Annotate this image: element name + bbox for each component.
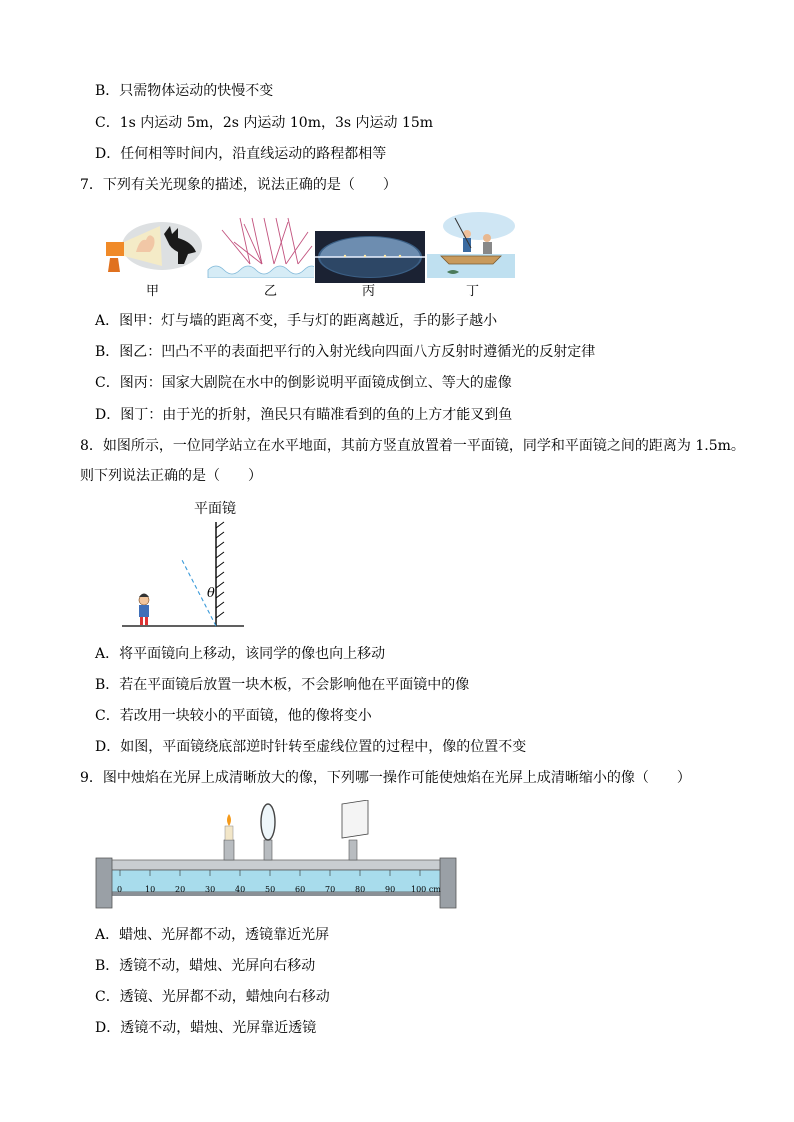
figure-ding-fisherman [427, 212, 515, 278]
q8-option-a: A．将平面镜向上移动，该同学的像也向上移动 [95, 646, 386, 662]
figure-yi-diffuse-reflection [204, 216, 314, 278]
q9-option-a: A．蜡烛、光屏都不动，透镜靠近光屏 [95, 927, 330, 943]
q9-option-b: B．透镜不动，蜡烛、光屏向右移动 [95, 958, 316, 974]
q8-option-b: B．若在平面镜后放置一块木板，不会影响他在平面镜中的像 [95, 677, 470, 693]
ruler-tick-label: 80 [355, 885, 366, 894]
q8-option-d: D．如图，平面镜绕底部逆时针转至虚线位置的过程中，像的位置不变 [95, 739, 527, 755]
mirror-label: 平面镜 [194, 501, 236, 517]
q6-option-c: C．1s 内运动 5m，2s 内运动 10m，3s 内运动 15m [95, 115, 434, 131]
ruler-tick-label: 10 [145, 885, 156, 894]
q9-stem: 9．图中烛焰在光屏上成清晰放大的像，下列哪一操作可能使烛焰在光屏上成清晰缩小的像（ ） [80, 770, 691, 786]
q9-option-d: D．透镜不动，蜡烛、光屏靠近透镜 [95, 1020, 317, 1036]
figure-jia-shadow [100, 222, 202, 278]
ruler-tick-label: 20 [175, 885, 186, 894]
q6-option-b: B．只需物体运动的快慢不变 [95, 83, 274, 99]
ruler-tick-label: 0 [117, 885, 123, 894]
ruler-tick-label: 90 [385, 885, 396, 894]
q7-option-a: A．图甲：灯与墙的距离不变，手与灯的距离越近，手的影子越小 [95, 313, 498, 329]
angle-theta-label: θ [207, 586, 215, 601]
ruler-tick-label: 60 [295, 885, 306, 894]
ruler-tick-label: 70 [325, 885, 336, 894]
q7-option-b: B．图乙：凹凸不平的表面把平行的入射光线向四面八方反射时遵循光的反射定律 [95, 344, 596, 360]
q8-stem-line1: 8．如图所示，一位同学站立在水平地面，其前方竖直放置着一平面镜，同学和平面镜之间的距离为 1.5m。 [80, 438, 745, 454]
caption-yi: 乙 [264, 284, 278, 299]
q6-option-d: D．任何相等时间内，沿直线运动的路程都相等 [95, 146, 387, 162]
q7-option-c: C．图丙：国家大剧院在水中的倒影说明平面镜成倒立、等大的虚像 [95, 375, 512, 391]
ruler-tick-label: 100 cm [411, 885, 441, 894]
q7-option-d: D．图丁：由于光的折射，渔民只有瞄准看到的鱼的上方才能叉到鱼 [95, 407, 513, 423]
q7-stem: 7．下列有关光现象的描述，说法正确的是（ ） [80, 177, 397, 193]
figure-bing-theatre-reflection [315, 231, 425, 283]
q8-stem-line2: 则下列说法正确的是（ ） [80, 468, 262, 484]
ruler-tick-label: 50 [265, 885, 276, 894]
q8-option-c: C．若改用一块较小的平面镜，他的像将变小 [95, 708, 372, 724]
figure-plane-mirror [118, 518, 248, 630]
caption-jia: 甲 [146, 284, 160, 299]
ruler-tick-label: 30 [205, 885, 216, 894]
caption-bing: 丙 [362, 284, 376, 299]
q9-option-c: C．透镜、光屏都不动，蜡烛向右移动 [95, 989, 330, 1005]
ruler-tick-label: 40 [235, 885, 246, 894]
caption-ding: 丁 [466, 284, 480, 299]
